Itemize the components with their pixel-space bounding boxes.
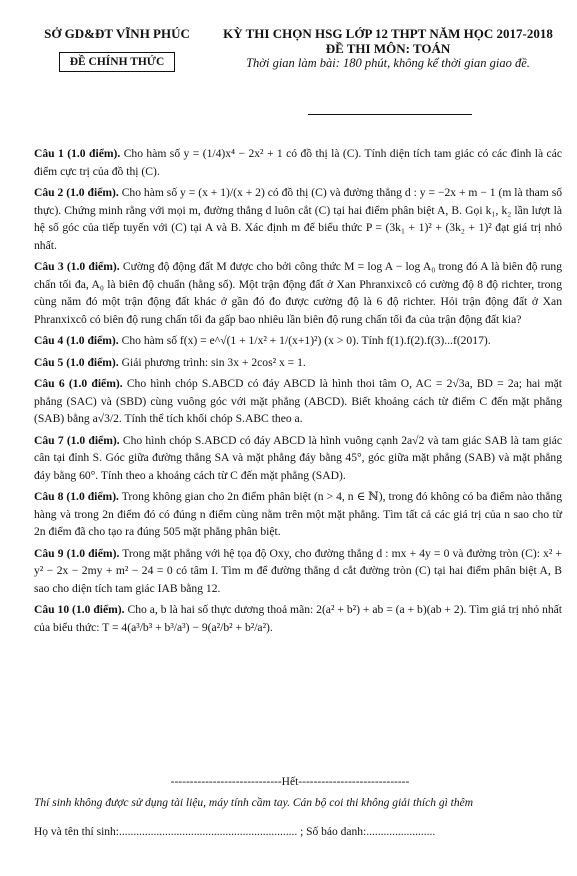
question-label: Câu 8 (1.0 điểm). <box>34 490 119 503</box>
question-label: Câu 7 (1.0 điểm). <box>34 433 120 447</box>
question-text: Cho hình chóp S.ABCD có đáy ABCD là hình thoi tâm O, AC = 2√3a, BD = 2a; hai mặt phẳng (SAC) và (SBD) cùng vuông góc với mặt phẳng (ABCD). Biết khoảng cách từ điểm C đến mặt phẳng (SAB) bằng a√3/2. Tính thể tích khối chóp S.ABC theo a. <box>34 377 562 425</box>
header-left <box>32 26 202 72</box>
question-text: Giải phương trình: sin 3x + 2cos² x = 1. <box>121 355 306 369</box>
question-text: Cho hàm số f(x) = e^√(1 + 1/x² + 1/(x+1)²) (x > 0). Tính f(1).f(2).f(3)...f(2017). <box>121 334 491 347</box>
department-name: SỞ GD&ĐT VĨNH PHÚC <box>44 26 190 41</box>
question-label: Câu 3 (1.0 điểm). <box>34 260 120 273</box>
questions-list <box>34 145 562 640</box>
question-text: Trong mặt phẳng với hệ tọa độ Oxy, cho đường thẳng d : mx + 4y = 0 và đường tròn (C): x² + y² − 2x − 2my + m² − 24 = 0 có tâm I. Tìm m để đường thẳng d cắt đường tròn (C) tại hai điểm phân biệt A, B sao cho diện tích tam giác IAB bằng 12. <box>34 546 562 595</box>
exam-note: Thí sinh không được sử dụng tài liệu, máy tính cầm tay. Cán bộ coi thi không giải thích gì thêm <box>34 797 474 809</box>
question-text: Trong không gian cho 2n điểm phân biệt (n > 4, n ∈ ℕ), trong đó không có ba điểm nào thẳng hàng và trong 2n điểm đó có đúng n điểm cùng nằm trên một mặt phẳng. Tìm tất cả các giá trị của n sao cho từ 2n điểm đã cho tạo ra đúng 505 mặt phẳng phân biệt. <box>34 490 562 538</box>
question-text: Cường độ động đất M được cho bởi công thức M = log A − log A₀ trong đó A là biên độ rung chấn tối đa, A₀ là biên độ chuẩn (hằng số). Một trận động đất ở Xan Phranxixcô có cường độ 8 độ richter, trong cùng năm đó một trận động đất khác ở gần đó đo được cường độ là 6 độ richter. Hỏi trận động đất ở Xan Phranxixcô có biên độ rung chấn tối đa gấp bao nhiêu lần biên độ rung chấn tối đa của trận động đất kia? <box>34 260 563 326</box>
question-7 <box>34 432 562 485</box>
exam-subject: ĐỀ THI MÔN: TOÁN <box>325 41 451 56</box>
question-label: Câu 6 (1.0 điểm). <box>34 377 123 390</box>
question-5 <box>34 354 562 372</box>
question-8 <box>34 488 562 541</box>
end-marker: -----------------------------Hết----------------------------- <box>170 776 410 788</box>
question-text: Cho hình chóp S.ABCD có đáy ABCD là hình vuông cạnh 2a√2 và tam giác SAB là tam giác cân tại đỉnh S. Góc giữa đường thẳng SA và mặt phẳng đáy bằng 45°, góc giữa mặt phẳng (SAB) và mặt phẳng đáy bằng 60°. Tính theo a khoảng cách từ C đến mặt phẳng (SAD). <box>34 433 563 482</box>
question-4 <box>34 332 562 350</box>
question-label: Câu 9 (1.0 điểm). <box>34 546 120 560</box>
time-note: Thời gian làm bài: 180 phút, không kể thời gian giao đề. <box>246 56 530 70</box>
question-label: Câu 1 (1.0 điểm). <box>34 147 121 160</box>
header-right <box>208 26 568 71</box>
question-label: Câu 5 (1.0 điểm). <box>34 355 119 369</box>
header-divider <box>308 114 472 115</box>
question-label: Câu 4 (1.0 điểm). <box>34 334 119 347</box>
question-10 <box>34 601 562 636</box>
question-6 <box>34 375 562 428</box>
question-text: Cho hàm số y = (x + 1)/(x + 2) có đồ thị (C) và đường thẳng d : y = −2x + m − 1 (m là tham số thực). Chứng minh rằng với mọi m, đường thẳng d luôn cắt (C) tại hai điểm phân biệt A, B. Gọi k₁, k₂ lần lượt là hệ số góc của tiếp tuyến với (C) tại A và B. Xác định m để biểu thức P = (3k₁ + 1)² + (3k₂ + 1)² đạt giá trị nhỏ nhất. <box>34 186 563 252</box>
official-label-box: ĐỀ CHÍNH THỨC <box>59 52 176 72</box>
candidate-info-line: Họ và tên thí sinh:.............................................................. ; Số báo danh:........................ <box>34 826 436 838</box>
question-2 <box>34 184 562 254</box>
question-text: Cho hàm số y = (1/4)x⁴ − 2x² + 1 có đồ thị là (C). Tính diện tích tam giác có các đỉnh là các điểm cực trị của đồ thị (C). <box>34 147 562 178</box>
question-3 <box>34 258 562 328</box>
exam-title: KỲ THI CHỌN HSG LỚP 12 THPT NĂM HỌC 2017-2018 <box>223 26 553 41</box>
question-label: Câu 2 (1.0 điểm). <box>34 186 119 199</box>
question-1 <box>34 145 562 180</box>
question-text: Cho a, b là hai số thực dương thoả mãn: 2(a² + b²) + ab = (a + b)(ab + 2). Tìm giá trị nhỏ nhất của biểu thức: T = 4(a³/b³ + b³/a³) − 9(a²/b² + b²/a²). <box>34 603 563 634</box>
question-9 <box>34 545 562 598</box>
question-label: Câu 10 (1.0 điểm). <box>34 603 125 616</box>
